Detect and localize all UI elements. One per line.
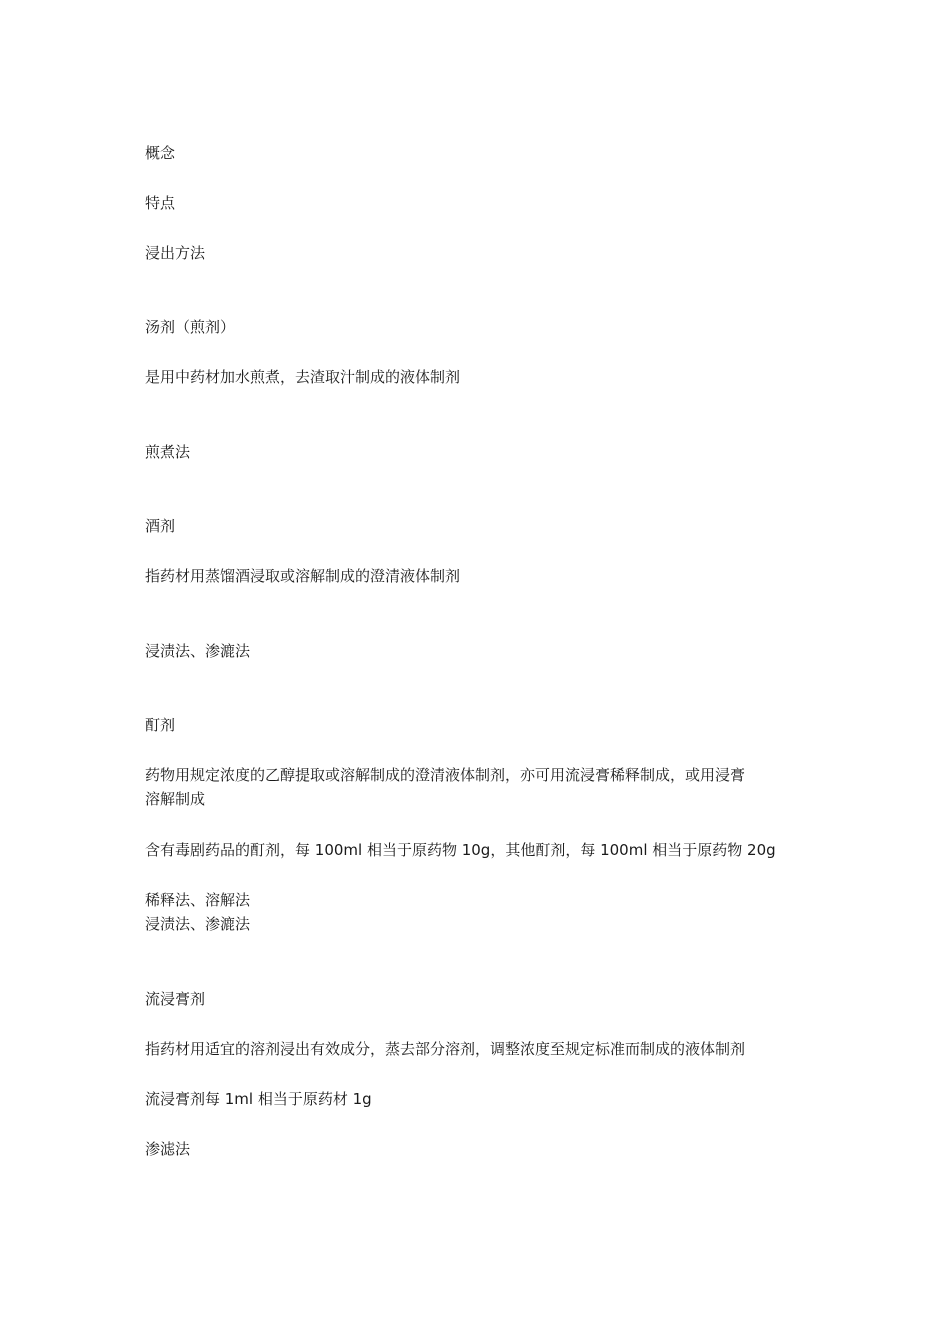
heading-method: 浸出方法 [145,244,206,262]
tincture-method-line2: 浸渍法、渗漉法 [145,915,251,933]
fluid-extract-concept: 指药材用适宜的溶剂浸出有效成分，蒸去部分溶剂，调整浓度至规定标准而制成的液体制剂 [145,1040,746,1058]
fluid-extract-name: 流浸膏剂 [145,990,206,1008]
fluid-extract-method: 渗滤法 [145,1140,191,1158]
decoction-method: 煎煮法 [145,443,191,461]
fluid-extract-features: 流浸膏剂每 1ml 相当于原药材 1g [145,1090,372,1108]
tincture-concept-line1: 药物用规定浓度的乙醇提取或溶解制成的澄清液体制剂，亦可用流浸膏稀释制成，或用浸膏 [145,766,746,784]
wine-method: 浸渍法、渗漉法 [145,642,251,660]
heading-features: 特点 [145,194,176,212]
wine-concept: 指药材用蒸馏酒浸取或溶解制成的澄清液体制剂 [145,567,461,585]
tincture-name: 酊剂 [145,716,176,734]
wine-name: 酒剂 [145,517,176,535]
decoction-concept: 是用中药材加水煎煮，去渣取汁制成的液体制剂 [145,368,461,386]
tincture-concept-line2: 溶解制成 [145,790,206,808]
heading-concept: 概念 [145,144,176,162]
decoction-name: 汤剂（煎剂） [145,318,236,336]
tincture-features: 含有毒剧药品的酊剂，每 100ml 相当于原药物 10g，其他酊剂，每 100ml 相当于原药物 20g [145,841,776,859]
tincture-method-line1: 稀释法、溶解法 [145,891,251,909]
